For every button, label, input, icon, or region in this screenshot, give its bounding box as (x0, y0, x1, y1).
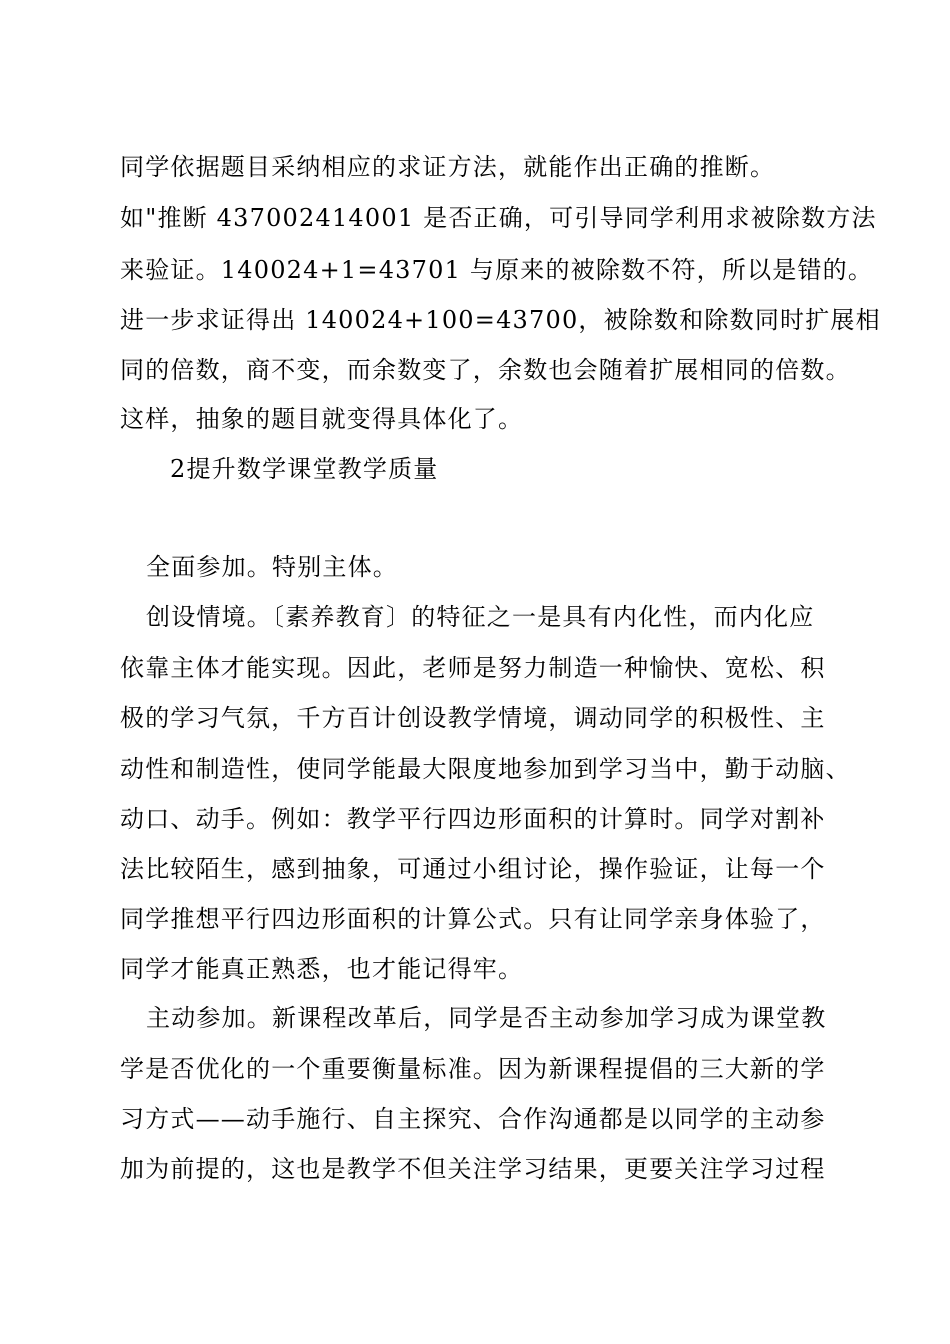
text-line: 同的倍数，商不变，而余数变了，余数也会随着扩展相同的倍数。 (120, 356, 851, 384)
text-line: 学是否优化的一个重要衡量标准。因为新课程提倡的三大新的学 (120, 1055, 826, 1083)
text-line: 习方式——动手施行、自主探究、合作沟通都是以同学的主动参 (120, 1105, 826, 1133)
text-line: 主动参加。新课程改革后，同学是否主动参加学习成为课堂教 (146, 1004, 827, 1032)
subsection-title: 全面参加。特别主体。 (146, 553, 398, 581)
text-line: 依靠主体才能实现。因此，老师是努力制造一种愉快、宽松、积 (120, 654, 826, 682)
text-line: 加为前提的，这也是教学不但关注学习结果，更要关注学习过程 (120, 1155, 826, 1183)
text-line: 同学依据题目采纳相应的求证方法，就能作出正确的推断。 (120, 153, 776, 181)
text-line: 进一步求证得出 140024+100=43700，被除数和除数同时扩展相 (120, 306, 881, 334)
text-line: 同学才能真正熟悉，也才能记得牢。 (120, 955, 524, 983)
text-line: 创设情境。〔素养教育〕的特征之一是具有内化性，而内化应 (146, 603, 815, 631)
text-line: 极的学习气氛，千方百计创设教学情境，调动同学的积极性、主 (120, 704, 826, 732)
text-line: 同学推想平行四边形面积的计算公式。只有让同学亲身体验了， (120, 905, 826, 933)
section-heading: 2提升数学课堂教学质量 (170, 455, 439, 483)
text-line: 这样，抽象的题目就变得具体化了。 (120, 405, 524, 433)
text-line: 如"推断 437002414001 是否正确，可引导同学利用求被除数方法 (120, 204, 877, 232)
text-line: 法比较陌生，感到抽象，可通过小组讨论，操作验证，让每一个 (120, 855, 826, 883)
text-line: 动性和制造性，使同学能最大限度地参加到学习当中，勤于动脑、 (120, 755, 851, 783)
text-line: 来验证。140024+1=43701 与原来的被除数不符，所以是错的。 (120, 256, 874, 284)
text-line: 动口、动手。例如：教学平行四边形面积的计算时。同学对割补 (120, 805, 826, 833)
